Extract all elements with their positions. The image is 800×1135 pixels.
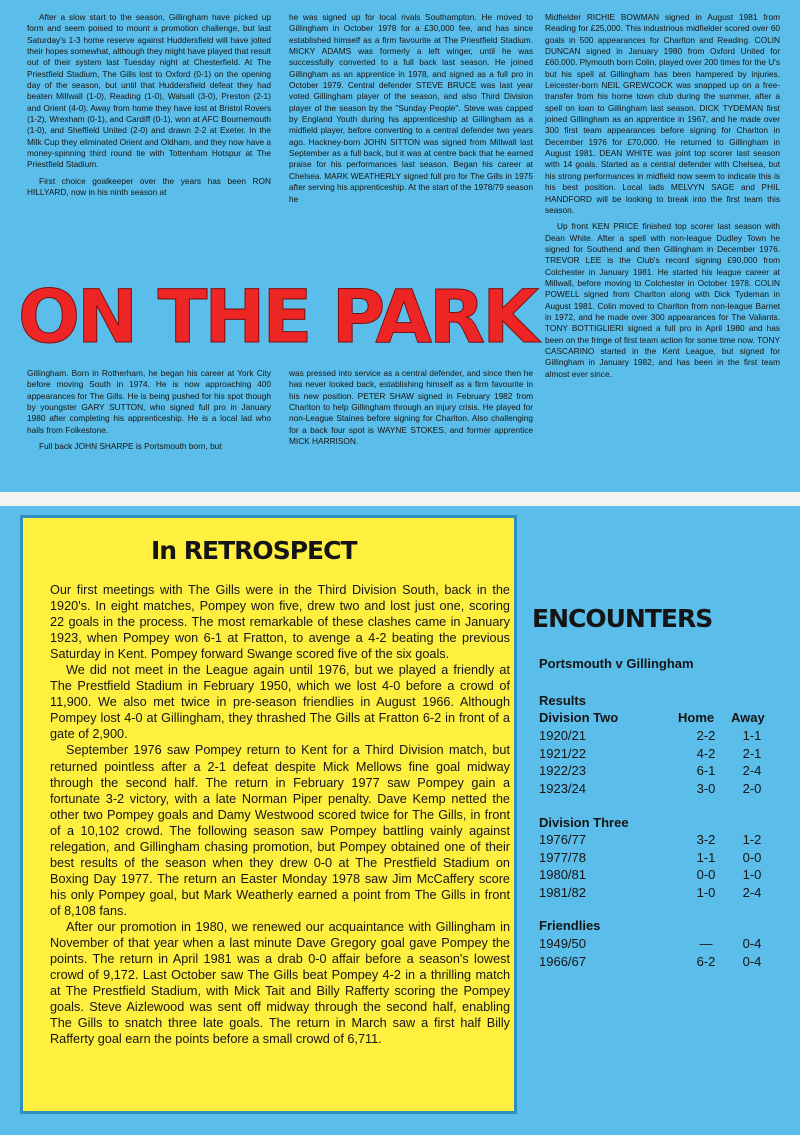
results-row bbox=[539, 746, 779, 764]
on-the-park-title: ON THE PARK bbox=[18, 275, 536, 360]
article-column-1 bbox=[27, 12, 271, 204]
paragraph: First choice goalkeeper over the years has been RON HILLYARD, now in his ninth season at bbox=[27, 175, 271, 198]
encounters-subtitle: Portsmouth v Gillingham bbox=[539, 656, 694, 671]
results-row bbox=[539, 781, 779, 799]
results-row bbox=[539, 885, 779, 903]
article-column-2 bbox=[289, 12, 533, 210]
away-score: 2-1 bbox=[742, 745, 762, 761]
away-score: 2-0 bbox=[742, 780, 762, 796]
away-score: 1-2 bbox=[742, 832, 762, 847]
results-row bbox=[539, 936, 779, 954]
home-score: 1-0 bbox=[696, 884, 716, 900]
home-score: 1-1 bbox=[696, 849, 716, 865]
results-row bbox=[539, 832, 779, 850]
home-score: 2-2 bbox=[696, 728, 716, 743]
away-score: 1-0 bbox=[742, 867, 762, 882]
home-score: — bbox=[699, 936, 713, 951]
paragraph: Midfielder RICHIE BOWMAN signed in August 1981 from Reading for £25,000. This industrious midfielder scored over 60 goals in 500 appearances for Charlton and Reading. COLIN DUNCAN signed in January 1980 from Oxford United for £60,000. Plymouth born Colin, played over 200 times for the U's but his spell at Gillingham has been hampered by injuries. Leicester-born NEIL GREWCOCK was snapped up on a free-transfer from his home town club during the summer, after a spell on loan to Gillingham last season. DICK TYDEMAN first joined Gillingham as an apprentice in 1967, and he made over 300 first team appearances before signing for Charlton in December 1976 for £70,000. He returned to Gillingham in August 1981. DEAN WHITE was joint top scorer last season with 14 goals. Started as a central defender with Chelsea, but his strong performances in midfield now seem to indicate this is his best position. Local lads MELVYN SAGE and PHIL HANDFORD will be looking to break into the first team this season. bbox=[545, 12, 780, 215]
season-label: 1922/23 bbox=[539, 763, 586, 778]
home-score: 3-2 bbox=[696, 832, 716, 847]
division-three-label: Division Three bbox=[539, 815, 629, 830]
results-row bbox=[539, 763, 779, 781]
paragraph: Up front KEN PRICE finished top scorer last season with Dean White. After a spell with non-league Dudley Town he signed for Southend and then Gillingham in December 1976. TREVOR LEE is the Club's record signing £90,000 from Colchester in January 1981. He started his league career at Millwall, before moving to Colchester in October 1978. COLIN POWELL signed from Charlton along with Dick Tydeman in August 1981. Colin moved to Charlton from non-league Barnet in 1972, and he made over 300 appearances for The Valiants. TONY BOTTIGLIERI signed a full pro in April 1980 and has been on the fringe of first team action for some time now. TONY CASCARINO started in the Kent League, but signed for Gillingham in January 1982, and has been in the first team almost ever since. bbox=[545, 221, 780, 379]
away-score: 2-4 bbox=[742, 763, 762, 778]
friendlies-label: Friendlies bbox=[539, 918, 601, 933]
away-score: 2-4 bbox=[742, 884, 762, 900]
home-score: 4-2 bbox=[696, 745, 716, 761]
encounters-title: ENCOUNTERS bbox=[532, 604, 713, 633]
paragraph: Our first meetings with The Gills were in the Third Division South, back in the 1920's. In eight matches, Pompey won five, drew two and lost just one, scoring 22 goals in the process. The most remarkable of these clashes came in January 1923, when Pompey won 6-1 at Fratton, to avenge a 4-2 beating the previous Saturday in Kent. Pompey forward Swange scored five of the six goals. bbox=[50, 583, 510, 662]
results-row bbox=[539, 728, 779, 746]
article-column-2b bbox=[289, 368, 533, 452]
results-row bbox=[539, 954, 779, 972]
paragraph: he was signed up for local rivals Southampton. He moved to Gillingham in October 1978 for a £30,000 fee, and has since established himself as a firm favourite at The Priestfield Stadium. MICKY ADAMS was formerly a left winger, until he was successfully converted to a full back last season. He joined Gillingham as an apprentice in 1978, and signed as a full pro in October 1979. Central defender STEVE BRUCE was last year voted Gillingham player of the season, and also Third Division player of the season by the "Sunday People". Steve was capped by England Youth during his apprenticeship at Gillingham as a midfield player, before converting to a central defender two years ago. Hackney-born JOHN SITTON was signed from Millwall last September as a full back, but it was at centre back that he earned praise for his performances last season. Began his career at Chelsea. MARK WEATHERLY signed full pro for The Gills in 1975 after serving his apprenticeship. At the start of the 1978/79 season he bbox=[289, 12, 533, 204]
season-label: 1920/21 bbox=[539, 728, 586, 743]
away-score: 0-4 bbox=[742, 936, 762, 951]
article-column-3 bbox=[545, 12, 780, 385]
in-retrospect-box bbox=[20, 515, 517, 1114]
home-column-header: Home bbox=[678, 710, 715, 725]
paragraph: After a slow start to the season, Gillingham have picked up form and seem poised to mount a promotion challenge, but last Saturday's 1-3 home reserve against Huddersfield will have jolted their hopes somewhat, although they might have played that result out of their system last Tuesday night at Chesterfield. At The Priestfield Stadium, The Gills lost to Oxford (0-1) on the opening day of the season, but until that Huddersfield defeat they had beaten Millwall (1-0), Reading (1-0), Walsall (3-0), Preston (2-1) and Orient (4-0). Away from home they have lost at Bristol Rovers (1-2), Wrexham (0-1), and Cardiff (0-1), won at AFC Bournemouth (1-0), and Sheffield United (2-0) and drawn 2-2 at Exeter. In the Milk Cup they eliminated Orient and Oldham, and they now have a money-spinning third round tie with Tottenham Hotspur at The Priestfield Stadium. bbox=[27, 12, 271, 170]
home-score: 0-0 bbox=[696, 867, 716, 882]
results-label: Results bbox=[539, 693, 586, 708]
paragraph: September 1976 saw Pompey return to Kent for a Third Division match, but returned pointless after a 2-1 defeat despite Mick Mellows fine goal midway through the second half. The return in February 1977 saw Pompey gain a fortunate 3-2 victory, with a late Norman Piper penalty. Dave Kemp netted the other two Pompey goals and Damy Westwood scored twice for The Gills, in front of a 10,102 crowd. The following season saw Pompey battling vainly against relegation, and Gillingham chasing promotion, but Pompey obtained one of their best results of the season when they drew 0-0 at The Prestfield Stadium on Boxing Day 1977. The return an Easter Monday 1978 saw Jim McCaffery score his only Pompey goal, but Mark Weatherly earned a point from The Gills in front of 8,108 fans. bbox=[50, 743, 510, 918]
in-retrospect-title: In RETROSPECT bbox=[151, 536, 357, 565]
in-retrospect-body bbox=[50, 582, 510, 1047]
away-column-header: Away bbox=[731, 710, 765, 725]
home-score: 6-1 bbox=[696, 763, 716, 778]
paragraph: After our promotion in 1980, we renewed our acquaintance with Gillingham in November of that year when a last minute Dave Gregory goal gave Pompey the points. The return in April 1981 was a drab 0-0 affair before a season's lowest crowd of 9,172. Last October saw The Gills beat Pompey 4-2 in a thrilling match at The Prestfield Stadium, with Mick Tait and Billy Rafferty scoring the Pompey goals. Steve Aizlewood was sent off midway through the second half, enabling The Gills to snatch three late goals. The return in March saw a first half Billy Rafferty goal earn the points before a small crowd of 6,711. bbox=[50, 919, 510, 1047]
divider-band bbox=[0, 492, 800, 506]
away-score: 0-4 bbox=[742, 953, 762, 969]
away-score: 1-1 bbox=[742, 728, 762, 743]
home-score: 3-0 bbox=[696, 780, 716, 796]
article-column-1b bbox=[27, 368, 271, 457]
season-label: 1921/22 bbox=[539, 745, 586, 761]
paragraph: Full back JOHN SHARPE is Portsmouth born, but bbox=[39, 441, 222, 452]
home-score: 6-2 bbox=[696, 953, 716, 969]
results-row bbox=[539, 850, 779, 868]
paragraph: was pressed into service as a central defender, and since then he has never looked back, establishing himself as a firm favourite in his new position. PETER SHAW signed in February 1982 from Charlton to help Gillingham through an injury crisis. He played for non-League Staines before signing for Charlton. Also challenging for a back four spot is WAYNE STOKES, and former apprentice MICK HARRISON. bbox=[289, 368, 533, 447]
season-label: 1966/67 bbox=[539, 953, 586, 969]
results-row bbox=[539, 867, 779, 885]
away-score: 0-0 bbox=[742, 849, 762, 865]
season-label: 1923/24 bbox=[539, 780, 586, 796]
season-label: 1949/50 bbox=[539, 936, 586, 951]
season-label: 1976/77 bbox=[539, 832, 586, 847]
season-label: 1977/78 bbox=[539, 849, 586, 865]
paragraph: We did not meet in the League again until 1976, but we played a friendly at The Prestfield Stadium in February 1950, which we lost 4-0 before a crowd of 11,900. We also met twice in pre-season friendlies in August 1966. Although Pompey lost 4-0 at Gillingham, they thrashed The Gills at Fratton 6-2 in front of a gate of 2,900. bbox=[50, 663, 510, 742]
season-label: 1981/82 bbox=[539, 884, 586, 900]
season-label: 1980/81 bbox=[539, 867, 586, 882]
paragraph: Gillingham. Born in Rotherham, he began his career at York City before moving South in 1974. He is now approaching 400 appearances for The Gills. He is being pushed for his spot though by youngster GARY SUTTON, who signed full pro in January 1980 after completing his apprenticeship. He is a local lad who hails from Folkestone. bbox=[27, 368, 271, 435]
division-two-label: Division Two bbox=[539, 710, 619, 725]
